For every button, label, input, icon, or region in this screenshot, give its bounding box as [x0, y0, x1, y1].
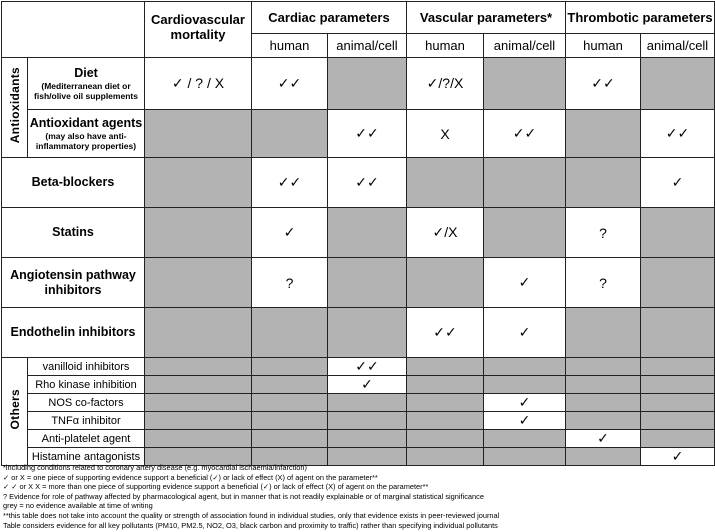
- row-label-tnf: TNFα inhibitor: [28, 412, 145, 430]
- cell-vanilloid-vascular-human: [407, 358, 484, 376]
- cell-endo-cardiac-human: [252, 308, 328, 358]
- cell-statins-vascular-animal: [484, 208, 566, 258]
- row-label-antioxidant-agents: [28, 110, 145, 158]
- cell-tnf-thrombotic-animal: [641, 412, 715, 430]
- subheader-thrombotic-human: human: [566, 34, 641, 58]
- row-label-endothelin: Endothelin inhibitors: [2, 308, 145, 358]
- cell-nos-vascular-animal: ✓: [484, 394, 566, 412]
- cell-rho-cardiac-human: [252, 376, 328, 394]
- cell-nos-cardiac-animal: [328, 394, 407, 412]
- row-label-nos: NOS co-factors: [28, 394, 145, 412]
- row-tnf: [2, 412, 715, 430]
- cell-tnf-cardio: [145, 412, 252, 430]
- cell-vanilloid-vascular-animal: [484, 358, 566, 376]
- subheader-vascular-animal: animal/cell: [484, 34, 566, 58]
- footnote: ✓ or X = one piece of supporting evidence support a beneficial (✓) or lack of effect (X) of agent on the parameter**: [3, 472, 378, 482]
- row-label-statins: Statins: [2, 208, 145, 258]
- cell-endo-vascular-animal: ✓: [484, 308, 566, 358]
- cell-angio-thrombotic-human: ?: [566, 258, 641, 308]
- footnote: *including conditions related to coronary artery disease (e.g. myocardial ischaemia/infarction): [3, 463, 307, 472]
- cell-vanilloid-cardiac-animal: ✓✓: [328, 358, 407, 376]
- row-antioxidant-agents: [2, 110, 715, 158]
- cell-beta-vascular-animal: [484, 158, 566, 208]
- header-cardiovascular-mortality: Cardiovascular mortality: [145, 2, 252, 58]
- cell-antioxidant-vascular-animal: ✓✓: [484, 110, 566, 158]
- cell-vanilloid-cardiac-human: [252, 358, 328, 376]
- cell-antiplatelet-vascular-human: [407, 430, 484, 448]
- cell-diet-thrombotic-human: ✓✓: [566, 58, 641, 110]
- cell-beta-thrombotic-human: [566, 158, 641, 208]
- cell-antiplatelet-vascular-animal: [484, 430, 566, 448]
- cell-endo-thrombotic-human: [566, 308, 641, 358]
- cell-tnf-vascular-animal: ✓: [484, 412, 566, 430]
- diet-note: (Mediterranean diet or fish/olive oil supplements: [34, 81, 138, 101]
- cell-beta-cardiac-human: ✓✓: [252, 158, 328, 208]
- cell-diet-cardiac-animal: [328, 58, 407, 110]
- row-label-vanilloid: vanilloid inhibitors: [28, 358, 145, 376]
- cell-rho-vascular-human: [407, 376, 484, 394]
- cell-endo-cardiac-animal: [328, 308, 407, 358]
- cell-antioxidant-cardio: [145, 110, 252, 158]
- footnote: ✓ ✓ or X X = more than one piece of supporting evidence support a beneficial (✓) or lack of effect (X) of agent on the parameter**: [3, 482, 429, 492]
- cell-nos-cardio: [145, 394, 252, 412]
- row-label-rho-kinase: Rho kinase inhibition: [28, 376, 145, 394]
- footnote: **this table does not take into account the quality or strength of association found in individual studies, only that evidence exists in peer-reviewed journal: [3, 510, 500, 520]
- row-label-beta-blockers: Beta-blockers: [2, 158, 145, 208]
- group-others: [2, 358, 28, 466]
- cell-statins-thrombotic-animal: [641, 208, 715, 258]
- cell-antiplatelet-cardio: [145, 430, 252, 448]
- subheader-cardiac-human: human: [252, 34, 328, 58]
- cell-diet-cardiac-human: ✓✓: [252, 58, 328, 110]
- cell-statins-cardiac-animal: [328, 208, 407, 258]
- cell-tnf-cardiac-human: [252, 412, 328, 430]
- cell-rho-thrombotic-animal: [641, 376, 715, 394]
- cell-beta-cardio: [145, 158, 252, 208]
- diet-label: Diet: [74, 66, 98, 80]
- cell-rho-cardiac-animal: ✓: [328, 376, 407, 394]
- cell-nos-vascular-human: [407, 394, 484, 412]
- cell-statins-vascular-human: ✓/X: [407, 208, 484, 258]
- row-rho-kinase: [2, 376, 715, 394]
- row-nos: [2, 394, 715, 412]
- cell-beta-thrombotic-animal: ✓: [641, 158, 715, 208]
- subheader-cardiac-animal: animal/cell: [328, 34, 407, 58]
- cell-diet-cardio: ✓ / ? / X: [145, 58, 252, 110]
- row-vanilloid: [2, 358, 715, 376]
- row-label-angiotensin: Angiotensin pathway inhibitors: [2, 258, 145, 308]
- antioxidant-agents-note: (may also have anti-inflammatory properties): [35, 131, 137, 151]
- cell-antioxidant-thrombotic-animal: ✓✓: [641, 110, 715, 158]
- cell-antiplatelet-thrombotic-human: ✓: [566, 430, 641, 448]
- footnote: ? Evidence for role of pathway affected by pharmacological agent, but in manner that is not readily explainable or of marginal statistical significance: [3, 491, 484, 501]
- antioxidant-agents-label: Antioxidant agents: [29, 116, 143, 130]
- cell-angio-vascular-human: [407, 258, 484, 308]
- cell-tnf-thrombotic-human: [566, 412, 641, 430]
- cell-nos-cardiac-human: [252, 394, 328, 412]
- group-antioxidants: [2, 58, 28, 158]
- cell-angio-cardiac-human: ?: [252, 258, 328, 308]
- group-others-label: Others: [7, 388, 22, 430]
- row-statins: [2, 208, 715, 258]
- cell-rho-thrombotic-human: [566, 376, 641, 394]
- row-antiplatelet: [2, 430, 715, 448]
- cell-antioxidant-vascular-human: X: [407, 110, 484, 158]
- subheader-vascular-human: human: [407, 34, 484, 58]
- footnote: Table considers evidence for all key pollutants (PM10, PM2.5, NO2, O3, black carbon and proximity to traffic) rather than specifying individual pollutants: [3, 520, 498, 530]
- cell-angio-vascular-animal: ✓: [484, 258, 566, 308]
- cell-antioxidant-cardiac-human: [252, 110, 328, 158]
- cell-antiplatelet-cardiac-human: [252, 430, 328, 448]
- cell-beta-cardiac-animal: ✓✓: [328, 158, 407, 208]
- header-thrombotic-parameters: Thrombotic parameters: [566, 2, 715, 34]
- cell-angio-cardio: [145, 258, 252, 308]
- footnotes: [3, 463, 713, 530]
- cell-nos-thrombotic-animal: [641, 394, 715, 412]
- header-cardiac-parameters: Cardiac parameters: [252, 2, 407, 34]
- cell-endo-cardio: [145, 308, 252, 358]
- subheader-thrombotic-animal: animal/cell: [641, 34, 715, 58]
- header-vascular-parameters: Vascular parameters*: [407, 2, 566, 34]
- cell-diet-thrombotic-animal: [641, 58, 715, 110]
- cell-vanilloid-cardio: [145, 358, 252, 376]
- row-angiotensin: [2, 258, 715, 308]
- cell-statins-thrombotic-human: ?: [566, 208, 641, 258]
- cell-diet-vascular-human: ✓/?/X: [407, 58, 484, 110]
- evidence-table: [1, 1, 715, 466]
- cell-angio-thrombotic-animal: [641, 258, 715, 308]
- cell-statins-cardiac-human: ✓: [252, 208, 328, 258]
- row-label-histamine: Histamine antagonists: [28, 448, 145, 466]
- footnote: grey = no evidence available at time of writing: [3, 501, 153, 511]
- cell-endo-thrombotic-animal: [641, 308, 715, 358]
- group-antioxidants-label: Antioxidants: [7, 66, 22, 144]
- cell-histamine-thrombotic-animal: ✓: [641, 448, 715, 466]
- row-endothelin: [2, 308, 715, 358]
- cell-antiplatelet-cardiac-animal: [328, 430, 407, 448]
- cell-beta-vascular-human: [407, 158, 484, 208]
- cell-antioxidant-cardiac-animal: ✓✓: [328, 110, 407, 158]
- cell-vanilloid-thrombotic-human: [566, 358, 641, 376]
- cell-nos-thrombotic-human: [566, 394, 641, 412]
- cell-statins-cardio: [145, 208, 252, 258]
- row-beta-blockers: [2, 158, 715, 208]
- row-label-antiplatelet: Anti-platelet agent: [28, 430, 145, 448]
- cell-tnf-vascular-human: [407, 412, 484, 430]
- cell-antioxidant-thrombotic-human: [566, 110, 641, 158]
- cell-diet-vascular-animal: [484, 58, 566, 110]
- cell-vanilloid-thrombotic-animal: [641, 358, 715, 376]
- header-corner: [2, 2, 145, 58]
- cell-rho-cardio: [145, 376, 252, 394]
- row-diet: [2, 58, 715, 110]
- cell-endo-vascular-human: ✓✓: [407, 308, 484, 358]
- header-row: [2, 2, 715, 34]
- cell-rho-vascular-animal: [484, 376, 566, 394]
- cell-angio-cardiac-animal: [328, 258, 407, 308]
- row-label-diet: [28, 58, 145, 110]
- cell-antiplatelet-thrombotic-animal: [641, 430, 715, 448]
- cell-tnf-cardiac-animal: [328, 412, 407, 430]
